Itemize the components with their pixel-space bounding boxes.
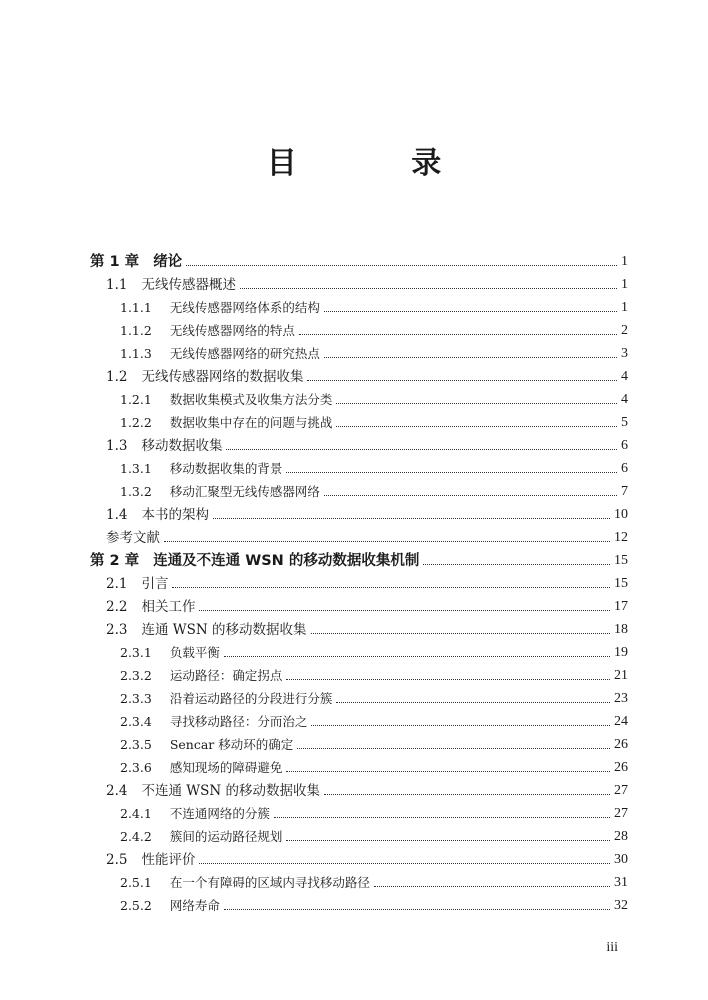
toc-entry-number: 1.4 [106, 507, 128, 523]
toc-entry [106, 524, 628, 547]
toc-entry-title: 不连通网络的分簇 [169, 806, 270, 821]
dot-leader [164, 541, 610, 542]
toc-entry-title: 性能评价 [141, 852, 196, 868]
toc-entry [120, 386, 628, 409]
toc-entry-page: 3 [621, 346, 628, 361]
toc-entry-number: 第 1 章 [90, 254, 140, 270]
dot-leader [286, 771, 610, 772]
toc-entry [106, 846, 628, 869]
toc-entry-number: 1.1.3 [120, 346, 152, 361]
toc-entry-page: 27 [614, 783, 628, 798]
dot-leader [286, 679, 610, 680]
toc-entry-page: 18 [614, 622, 628, 637]
toc-entry-number: 1.3.2 [120, 484, 152, 499]
toc-entry [90, 547, 628, 570]
toc-entry-title: 数据收集中存在的问题与挑战 [169, 415, 333, 430]
toc-entry-page: 7 [621, 484, 628, 499]
toc-entry [106, 593, 628, 616]
dot-leader [199, 610, 610, 611]
toc-entry-title: 运动路径：确定拐点 [169, 668, 283, 683]
toc-entry-page: 6 [621, 461, 628, 476]
dot-leader [199, 863, 610, 864]
toc-entry-number: 1.1.2 [120, 323, 152, 338]
toc-entry-page: 15 [614, 576, 628, 591]
toc-entry-title: 本书的架构 [141, 507, 209, 523]
toc-entry-title: 连通 WSN 的移动数据收集 [141, 622, 307, 638]
toc-entry-number: 1.2 [106, 369, 128, 385]
dot-leader [240, 288, 617, 289]
dot-leader [186, 265, 617, 266]
dot-leader [336, 403, 617, 404]
dot-leader [299, 334, 617, 335]
toc-entry-number: 2.5.2 [120, 898, 152, 913]
toc-entry [120, 455, 628, 478]
dot-leader [286, 840, 610, 841]
dot-leader [297, 748, 610, 749]
dot-leader [307, 380, 617, 381]
toc-entry-title: 绪论 [153, 254, 183, 270]
dot-leader [172, 587, 610, 588]
toc-entry-number: 2.5 [106, 852, 128, 868]
toc-entry [120, 731, 628, 754]
toc-entry-number: 2.4 [106, 783, 128, 799]
toc-entry-page: 30 [614, 852, 628, 867]
toc-entry [120, 685, 628, 708]
toc-entry [120, 317, 628, 340]
toc-entry-title: 移动数据收集的背景 [169, 461, 283, 476]
toc-entry-number: 1.3.1 [120, 461, 152, 476]
dot-leader [336, 426, 617, 427]
dot-leader [374, 886, 610, 887]
dot-leader [324, 495, 617, 496]
toc-entry-page: 26 [614, 737, 628, 752]
dot-leader [226, 449, 617, 450]
toc-entry [106, 777, 628, 800]
toc-entry [106, 616, 628, 639]
toc-entry-title: 网络寿命 [169, 898, 220, 913]
page-number: iii [606, 940, 618, 955]
toc-entry [106, 363, 628, 386]
dot-leader [311, 725, 610, 726]
toc-entry-number: 1.1.1 [120, 300, 152, 315]
toc-entry-number: 2.1 [106, 576, 128, 592]
toc-entry [120, 754, 628, 777]
toc-entry-page: 15 [614, 553, 628, 568]
toc-entry [90, 248, 628, 271]
toc-entry-title: 无线传感器网络的数据收集 [141, 369, 304, 385]
dot-leader [274, 817, 610, 818]
dot-leader [311, 633, 610, 634]
toc-entry-number: 2.4.2 [120, 829, 152, 844]
toc-entry [120, 639, 628, 662]
toc-entry-title: 负载平衡 [169, 645, 220, 660]
toc-entry-page: 12 [614, 530, 628, 545]
dot-leader [324, 357, 617, 358]
toc-entry-title: 移动数据收集 [141, 438, 223, 454]
dot-leader [224, 656, 610, 657]
toc-entry [120, 409, 628, 432]
toc-entry [120, 294, 628, 317]
toc-entry-page: 23 [614, 691, 628, 706]
toc-entry-title: 参考文献 [106, 530, 160, 546]
dot-leader [286, 472, 617, 473]
toc-entry [120, 478, 628, 501]
toc-entry-title: 无线传感器网络的特点 [169, 323, 295, 338]
toc-entry-number: 2.5.1 [120, 875, 152, 890]
toc-entry [106, 570, 628, 593]
toc-entry-title: 不连通 WSN 的移动数据收集 [141, 783, 321, 799]
toc-entry-page: 24 [614, 714, 628, 729]
toc-entry-page: 1 [621, 254, 628, 269]
toc-entry-page: 19 [614, 645, 628, 660]
toc-entry-number: 2.3 [106, 622, 128, 638]
dot-leader [423, 564, 610, 565]
toc-entry-page: 28 [614, 829, 628, 844]
toc-entry-title: 连通及不连通 WSN 的移动数据收集机制 [153, 553, 420, 569]
toc-entry-number: 2.3.3 [120, 691, 152, 706]
toc-entry [120, 708, 628, 731]
toc-entry-number: 1.2.1 [120, 392, 152, 407]
dot-leader [324, 794, 610, 795]
toc-entry [120, 662, 628, 685]
toc-entry-title: 寻找移动路径：分而治之 [169, 714, 308, 729]
toc-entry-page: 4 [621, 369, 628, 384]
dot-leader [213, 518, 610, 519]
toc-entry-page: 21 [614, 668, 628, 683]
toc-entry [106, 432, 628, 455]
toc-entry-page: 31 [614, 875, 628, 890]
dot-leader [324, 311, 617, 312]
toc-entry [106, 271, 628, 294]
toc-entry-title: 簇间的运动路径规划 [169, 829, 283, 844]
toc-entry-page: 4 [621, 392, 628, 407]
toc-entry-title: 沿着运动路径的分段进行分簇 [169, 691, 333, 706]
toc-entry-page: 5 [621, 415, 628, 430]
toc-entry-number: 2.3.1 [120, 645, 152, 660]
toc-entry-title: Sencar 移动环的确定 [169, 737, 294, 752]
toc-entry-page: 32 [614, 898, 628, 913]
toc-entry-page: 1 [621, 277, 628, 292]
toc-entry [120, 892, 628, 915]
toc-entry-number: 2.4.1 [120, 806, 152, 821]
toc-entry-page: 2 [621, 323, 628, 338]
toc-entry [120, 340, 628, 363]
toc-entry-number: 1.3 [106, 438, 128, 454]
toc-entry-number: 2.3.4 [120, 714, 152, 729]
dot-leader [336, 702, 610, 703]
toc-entry [120, 823, 628, 846]
toc-entry-title: 无线传感器概述 [141, 277, 236, 293]
toc-entry [120, 800, 628, 823]
toc-entry-number: 第 2 章 [90, 553, 140, 569]
toc-entry-title: 在一个有障碍的区域内寻找移动路径 [169, 875, 370, 890]
toc-entry-number: 2.2 [106, 599, 128, 615]
toc-entry-number: 2.3.5 [120, 737, 152, 752]
toc-entry [120, 869, 628, 892]
toc-entry-page: 6 [621, 438, 628, 453]
toc-entry-title: 感知现场的障碍避免 [169, 760, 283, 775]
toc-entry-title: 无线传感器网络体系的结构 [169, 300, 320, 315]
toc-entry-number: 1.2.2 [120, 415, 152, 430]
toc-entry-page: 26 [614, 760, 628, 775]
toc-entry-title: 引言 [141, 576, 169, 592]
toc-entry-title: 移动汇聚型无线传感器网络 [169, 484, 320, 499]
toc-entry-title: 无线传感器网络的研究热点 [169, 346, 320, 361]
toc-entry-title: 数据收集模式及收集方法分类 [169, 392, 333, 407]
toc-entry-page: 27 [614, 806, 628, 821]
toc-entry-page: 17 [614, 599, 628, 614]
toc-entry-page: 10 [614, 507, 628, 522]
dot-leader [224, 909, 610, 910]
toc-entry-number: 2.3.6 [120, 760, 152, 775]
page-title: 目 录 [266, 146, 494, 181]
toc-entry-title: 相关工作 [141, 599, 196, 615]
toc-entry [106, 501, 628, 524]
toc-entry-page: 1 [621, 300, 628, 315]
toc-entry-number: 2.3.2 [120, 668, 152, 683]
toc-entry-number: 1.1 [106, 277, 128, 293]
